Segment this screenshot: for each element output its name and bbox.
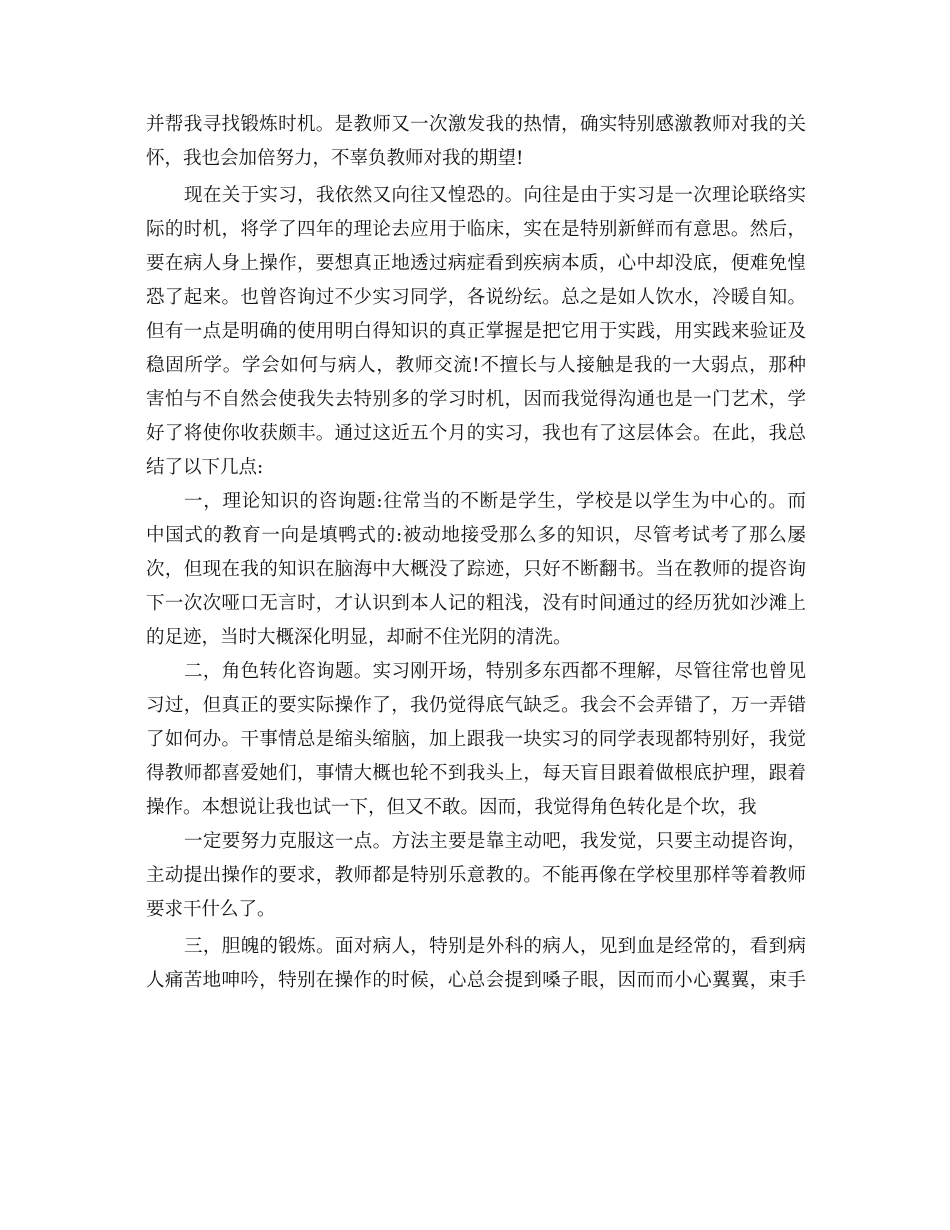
text-line: 好了将使你收获颇丰。通过这近五个月的实习，我也有了这层体会。在此，我总 (146, 423, 806, 444)
text-line: 际的时机，将学了四年的理论去应用于临床，实在是特别新鲜而有意思。然后， (146, 219, 806, 240)
text-line: 并帮我寻找锻炼时机。是教师又一次激发我的热情，确实特别感激教师对我的关 (146, 114, 806, 135)
text-line: 习过，但真正的要实际操作了，我仍觉得底气缺乏。我会不会弄错了，万一弄错 (146, 695, 806, 716)
text-line: 中国式的教育一向是填鸭式的:被动地接受那么多的知识，尽管考试考了那么屡 (146, 525, 806, 546)
paragraph-start-line: 现在关于实习，我依然又向往又惶恐的。向往是由于实习是一次理论联络实 (184, 185, 806, 206)
paragraph-start-line: 一定要努力克服这一点。方法主要是靠主动吧，我发觉，只要主动提咨询， (184, 831, 806, 852)
text-line: 主动提出操作的要求，教师都是特别乐意教的。不能再像在学校里那样等着教师 (146, 865, 806, 886)
text-line: 害怕与不自然会使我失去特别多的学习时机，因而我觉得沟通也是一门艺术，学 (146, 389, 806, 410)
paragraph-start-line: 二，角色转化咨询题。实习刚开场，特别多东西都不理解，尽管往常也曾见 (184, 661, 806, 682)
text-line: 的足迹，当时大概深化明显，却耐不住光阴的清洗。 (146, 627, 572, 648)
text-line: 得教师都喜爱她们，事情大概也轮不到我头上，每天盲目跟着做根底护理，跟着 (146, 763, 806, 784)
paragraph-start-line: 三，胆魄的锻炼。面对病人，特别是外科的病人，见到血是经常的，看到病 (184, 936, 806, 957)
text-line: 下一次次哑口无言时，才认识到本人记的粗浅，没有时间通过的经历犹如沙滩上 (146, 593, 806, 614)
text-line: 次，但现在我的知识在脑海中大概没了踪迹，只好不断翻书。当在教师的提咨询 (146, 559, 806, 580)
text-line: 恐了起来。也曾咨询过不少实习同学，各说纷纭。总之是如人饮水，冷暖自知。 (146, 287, 806, 308)
text-line: 结了以下几点: (146, 457, 264, 478)
text-line: 稳固所学。学会如何与病人，教师交流!不擅长与人接触是我的一大弱点，那种 (146, 355, 806, 376)
text-line: 怀，我也会加倍努力，不辜负教师对我的期望! (146, 148, 524, 169)
text-line: 但有一点是明确的使用明白得知识的真正掌握是把它用于实践，用实践来验证及 (146, 321, 806, 342)
text-line: 了如何办。干事情总是缩头缩脑，加上跟我一块实习的同学表现都特别好，我觉 (146, 729, 806, 750)
text-line: 人痛苦地呻吟，特别在操作的时候，心总会提到嗓子眼，因而而小心翼翼，束手 (146, 970, 806, 991)
text-line: 要在病人身上操作，要想真正地透过病症看到疾病本质，心中却没底，便难免惶 (146, 253, 806, 274)
text-line: 操作。本想说让我也试一下，但又不敢。因而，我觉得角色转化是个坎，我 (146, 797, 757, 818)
body-text (146, 108, 806, 998)
paragraph-start-line: 一，理论知识的咨询题:往常当的不断是学生，学校是以学生为中心的。而 (184, 491, 806, 512)
text-line: 要求干什么了。 (146, 899, 276, 920)
